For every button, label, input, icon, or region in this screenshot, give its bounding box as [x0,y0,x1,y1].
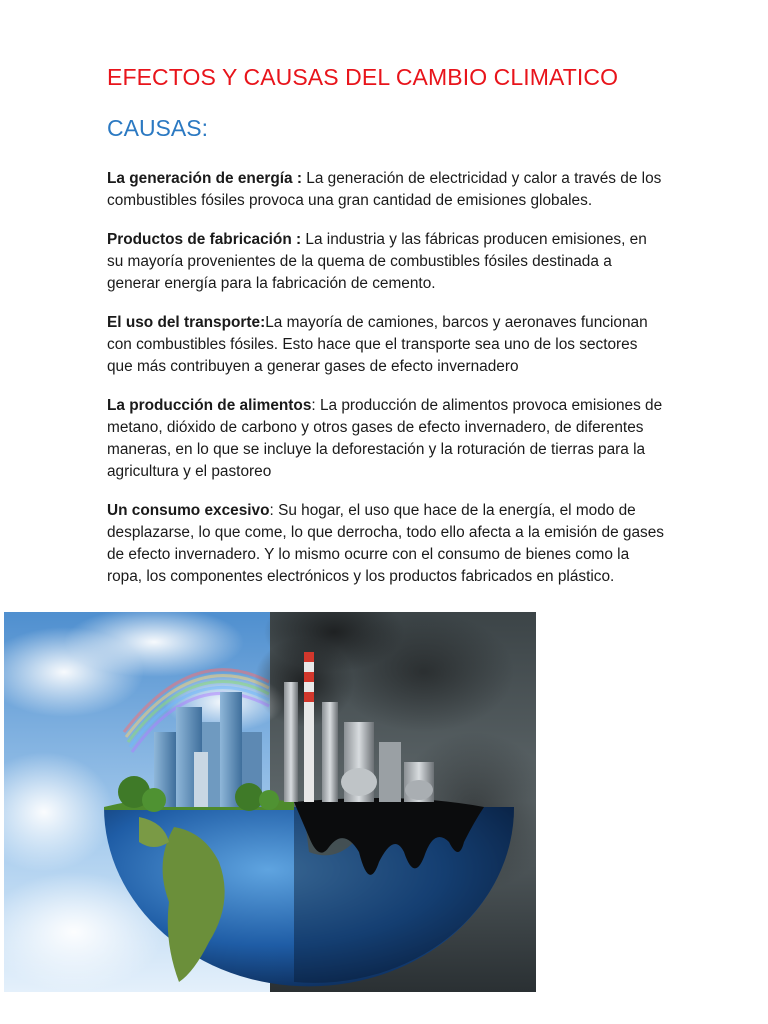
paragraph-consumption [107,500,667,588]
paragraph-term: Un consumo excesivo [107,502,270,519]
paragraph-text: : Su hogar, el uso que hace de la energía, el modo de desplazarse, lo que come, lo que derrocha, todo ello afecta a la emisión de gases de efecto invernadero. Y lo mismo ocurre con el consumo de bienes como la ropa, los componentes electrónicos y los productos fabricados en plástico. [107,502,664,585]
section-heading: CAUSAS: [107,115,208,141]
causes-list [107,168,667,605]
paragraph-text: : La producción de alimentos provoca emisiones de metano, dióxido de carbono y otros gases de efecto invernadero, de diferentes maneras, en lo que se incluye la deforestación y la roturación de tierras para la agricultura y el pastoreo [107,397,663,480]
paragraph-text: La industria y las fábricas producen emisiones, en su mayoría provenientes de la quema de combustibles fósiles destinada a generar energía para la fabricación de cemento. [107,231,647,292]
paragraph-term: La generación de energía : [107,170,303,187]
paragraph-text: La mayoría de camiones, barcos y aeronaves funcionan con combustibles fósiles. Esto hace que el transporte sea uno de los sectores que más contribuyen a generar gases de efecto invernadero [107,314,648,375]
paragraph-term: El uso del transporte: [107,314,266,331]
paragraph-manufacturing [107,229,667,295]
paragraph-term: Productos de fabricación : [107,231,302,248]
document-title: EFECTOS Y CAUSAS DEL CAMBIO CLIMATICO [107,64,619,90]
paragraph-energy [107,168,667,212]
climate-illustration [4,612,536,992]
paragraph-transport [107,312,667,378]
paragraph-text: La generación de electricidad y calor a través de los combustibles fósiles provoca una gran cantidad de emisiones globales. [107,170,662,209]
paragraph-food [107,395,667,483]
paragraph-term: La producción de alimentos [107,397,312,414]
